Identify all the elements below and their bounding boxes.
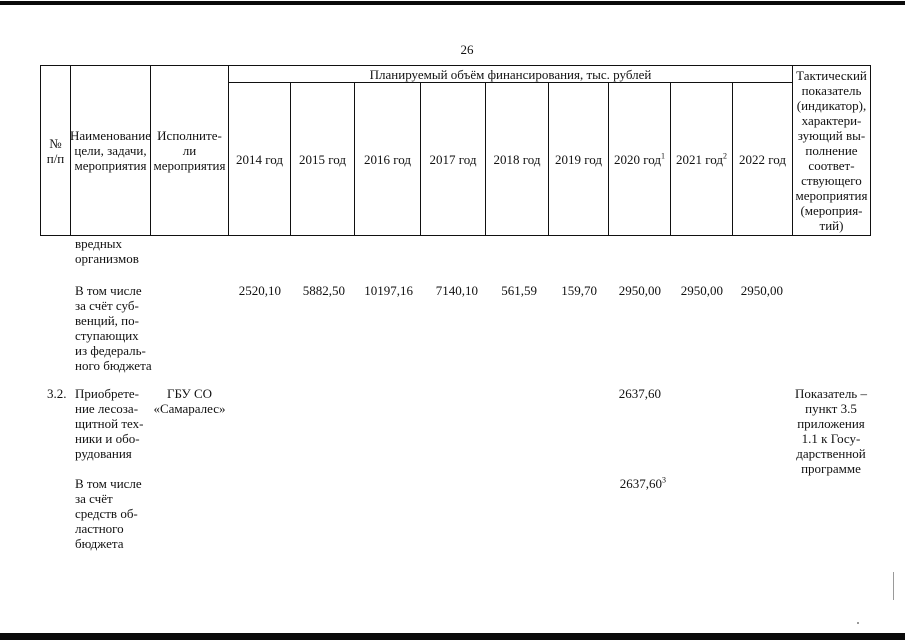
header-year-2019 (548, 82, 609, 236)
value-2015: 5882,50 (302, 283, 345, 298)
value-2020: 2637,60 (618, 386, 661, 401)
value-2014: 2520,10 (238, 283, 281, 298)
header-cell-num (40, 65, 71, 236)
scan-artifact (857, 622, 859, 624)
header-year-2015 (290, 82, 355, 236)
row-name: В том числе за счёт суб- венций, по- ступающих из федераль- ного бюджета (75, 283, 152, 373)
value-2018: 561,59 (501, 283, 537, 298)
year-label: 2020 год (614, 151, 661, 167)
value-2021: 2950,00 (680, 283, 723, 298)
year-label: 2015 год (299, 151, 346, 167)
footnote-marker: 1 (661, 151, 665, 161)
header-cell-indicator (792, 65, 871, 236)
header-year-2017 (420, 82, 486, 236)
bottom-scan-bar (0, 633, 905, 640)
header-executor-label: Исполните- ли мероприятия (153, 128, 226, 173)
header-year-2016 (354, 82, 421, 236)
value-number: 2637,60 (619, 476, 662, 491)
year-label-wrap (676, 152, 727, 167)
header-funding-label: Планируемый объём финансирования, тыс. рублей (369, 66, 652, 82)
header-name-label: Наименование цели, задачи, мероприятия (70, 128, 151, 173)
header-num-label: № п/п (46, 135, 65, 166)
header-year-2021 (670, 82, 733, 236)
value-2017: 7140,10 (435, 283, 478, 298)
value-2016: 10197,16 (364, 283, 413, 298)
scan-artifact (893, 572, 894, 600)
row-name: вредных организмов (75, 236, 139, 266)
year-label: 2021 год (676, 151, 723, 167)
page-number: 26 (460, 42, 474, 57)
row-name: В том числе за счёт средств об- ластного бюджета (75, 476, 142, 551)
year-label: 2014 год (236, 151, 283, 167)
value-2020: 2950,00 (618, 283, 661, 298)
header-cell-name (70, 65, 151, 236)
header-year-2018 (485, 82, 549, 236)
footnote-marker: 3 (662, 475, 666, 485)
header-cell-executor (150, 65, 229, 236)
row-executor: ГБУ СО «Самаралес» (153, 386, 226, 416)
value-2019: 159,70 (561, 283, 597, 298)
row-number: 3.2. (47, 386, 67, 401)
year-label: 2017 год (429, 151, 477, 167)
header-year-2020 (608, 82, 671, 236)
row-name: Приобрете- ние лесоза- щитной тех- ники и обо- рудования (75, 386, 144, 461)
header-cell-funding (228, 65, 793, 83)
value-2022: 2950,00 (740, 283, 783, 298)
year-label: 2019 год (555, 151, 602, 167)
header-indicator-label: Тактический показатель (индикатор), характери- зующий вы- полнение соответ- ствующего мероприятия (мероприя- тий) (795, 68, 868, 233)
year-label: 2016 год (364, 151, 411, 167)
year-label-wrap (614, 152, 665, 167)
header-year-2014 (228, 82, 291, 236)
year-label: 2022 год (739, 151, 786, 167)
year-label: 2018 год (493, 151, 541, 167)
row-indicator: Показатель – пункт 3.5 приложения 1.1 к Госу- дарственной программе (795, 386, 867, 476)
top-scan-bar (0, 1, 905, 5)
value-2020 (608, 476, 670, 491)
footnote-marker: 2 (723, 151, 727, 161)
header-year-2022 (732, 82, 793, 236)
